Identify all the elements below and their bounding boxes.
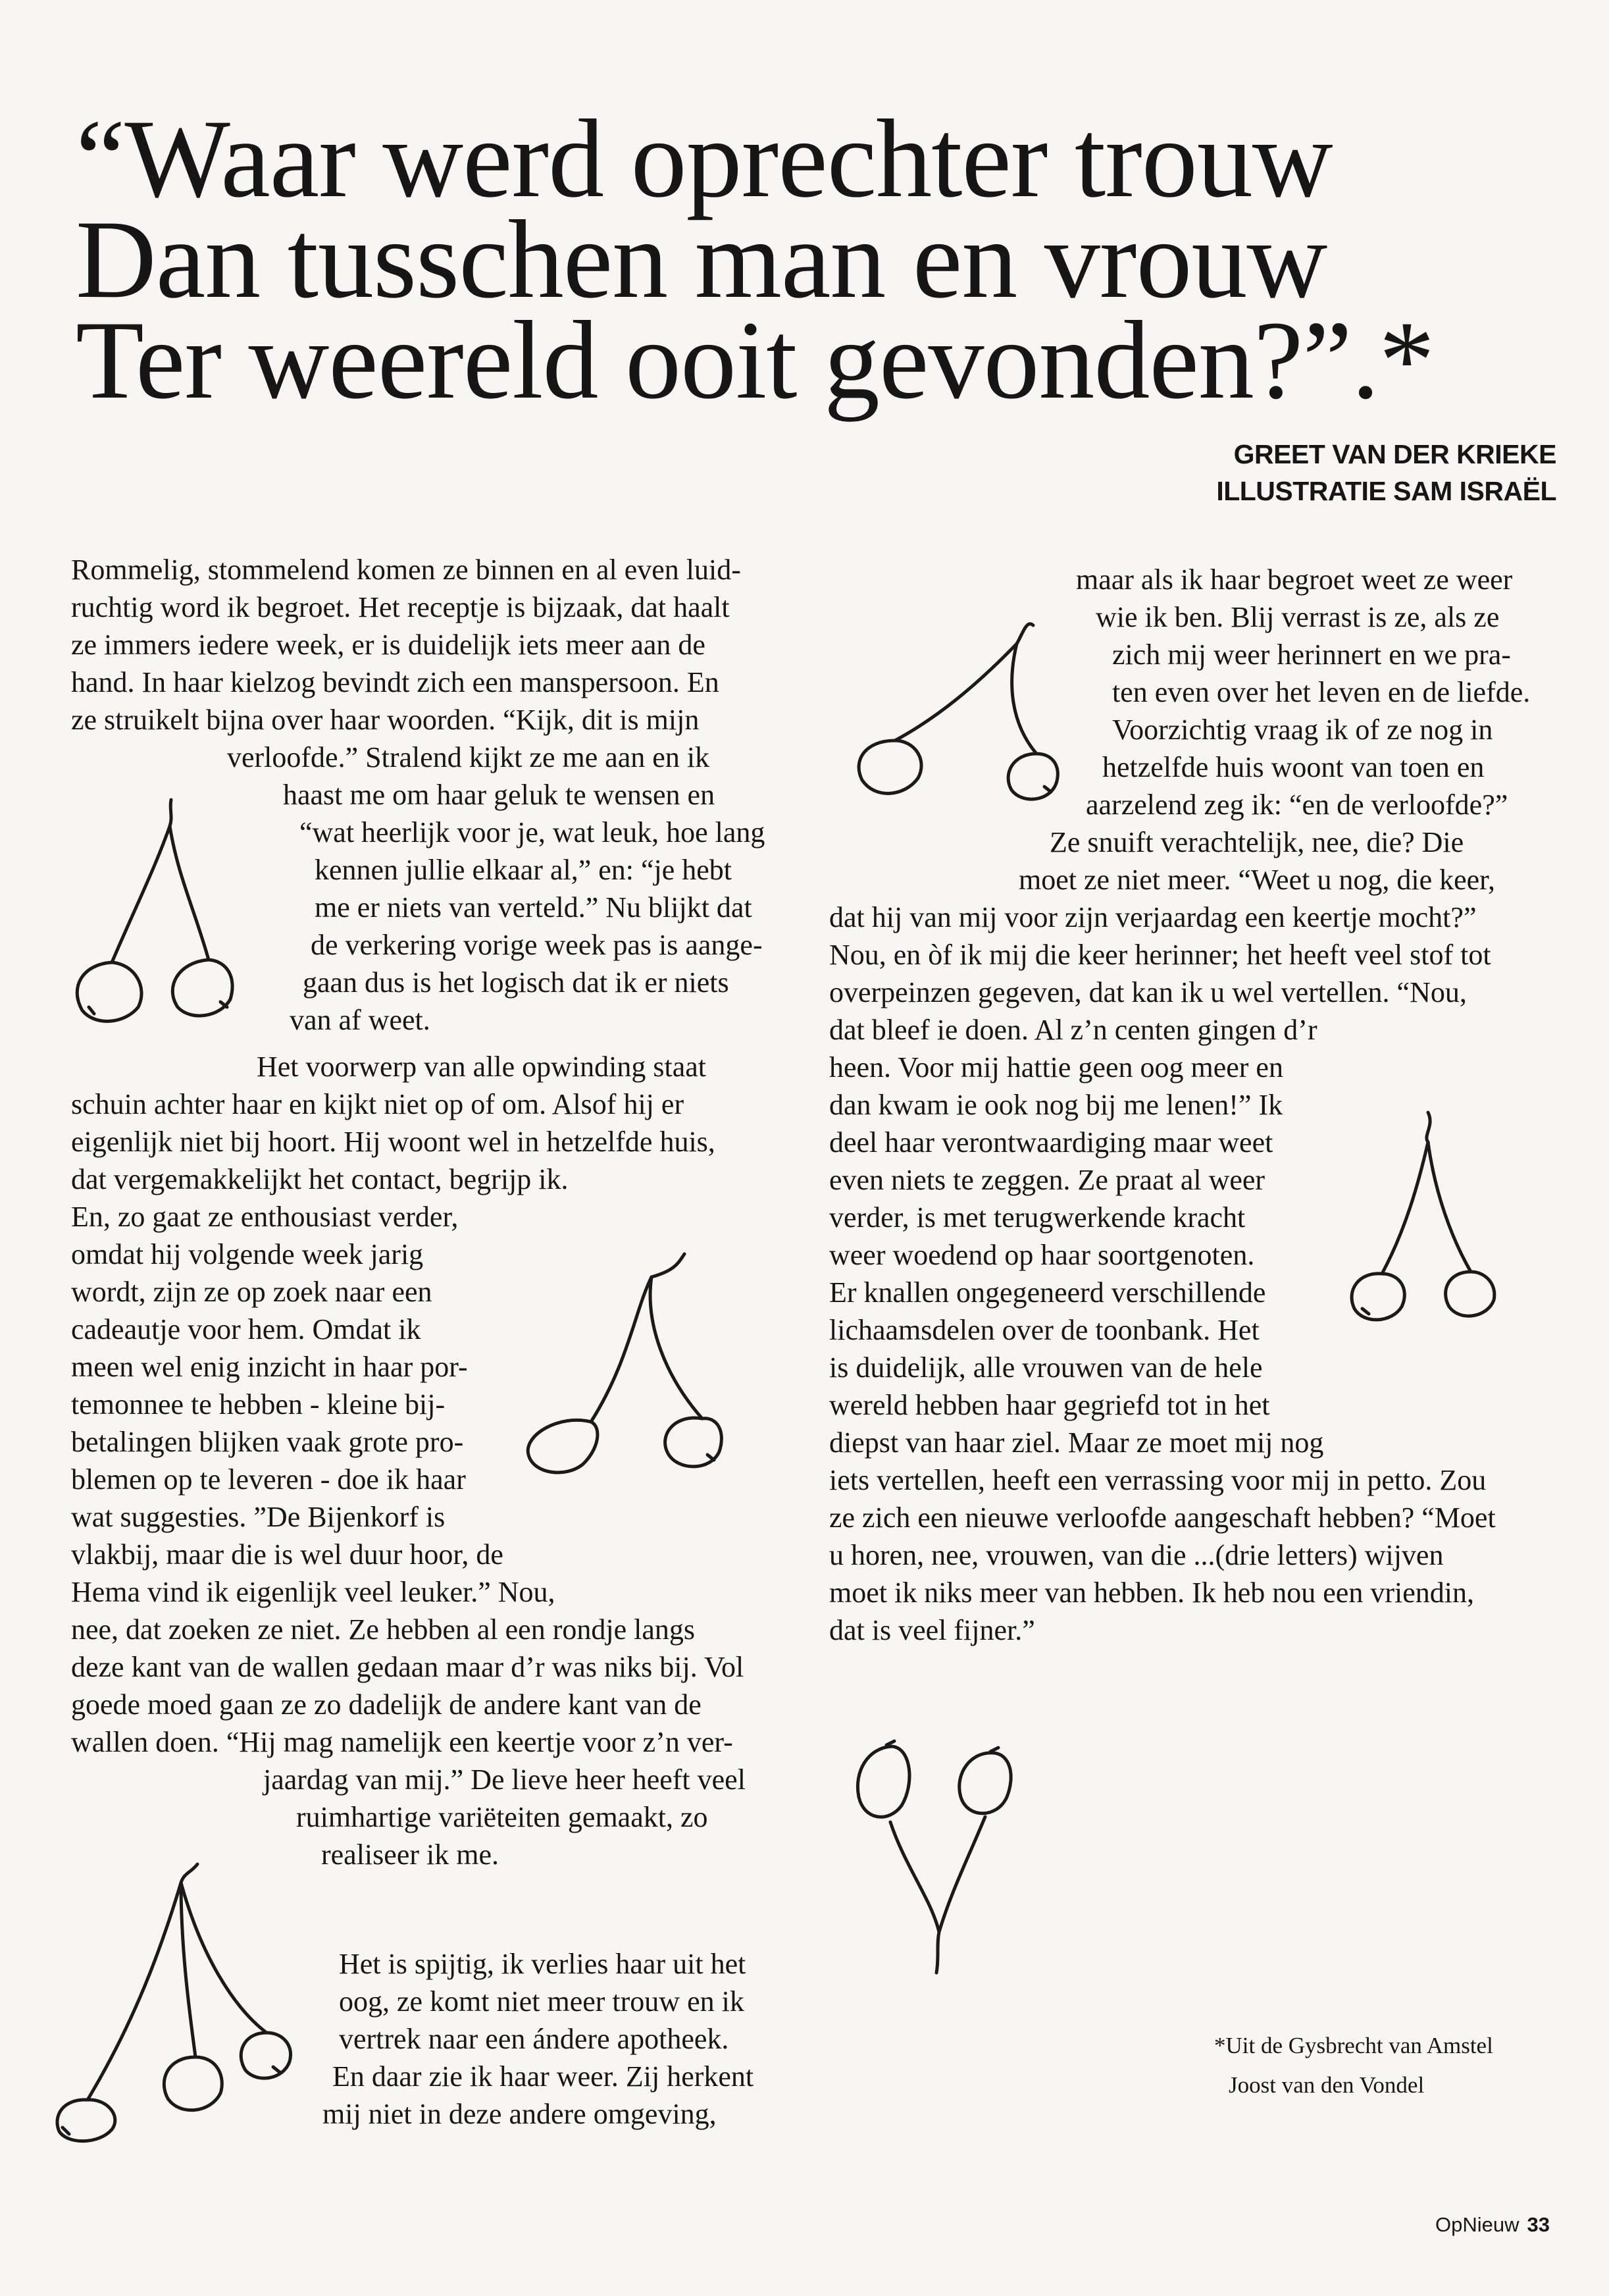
text-line: schuin achter haar en kijkt niet op of om. Alsof hij er: [71, 1088, 684, 1120]
cherry-triple-icon: [49, 1856, 339, 2146]
folio: [1435, 2213, 1550, 2237]
cherry-pair-icon: [63, 790, 286, 1053]
text-line: Hema vind ik eigenlijk veel leuker.” Nou,: [71, 1576, 555, 1608]
author: GREET VAN DER KRIEKE: [1233, 439, 1556, 469]
cherry-pair-icon: [510, 1244, 753, 1494]
text-line: deze kant van de wallen gedaan maar d’r was niks bij. Vol: [71, 1651, 744, 1683]
text-line: dan kwam ie ook nog bij me lenen!” Ik: [829, 1089, 1283, 1121]
text-line: wordt, zijn ze op zoek naar een: [71, 1276, 432, 1308]
text-line: vlakbij, maar die is wel duur hoor, de: [71, 1538, 503, 1571]
text-line: Er knallen ongegeneerd verschillende: [829, 1276, 1266, 1309]
text-line: kennen jullie elkaar al,” en: “je hebt: [315, 854, 732, 886]
text-line: verloofde.” Stralend kijkt ze me aan en ik: [227, 741, 710, 773]
text-line: dat hij van mij voor zijn verjaardag een keertje mocht?”: [829, 901, 1477, 933]
text-line: deel haar verontwaardiging maar weet: [829, 1126, 1273, 1159]
text-line: ze struikelt bijna over haar woorden. “Kijk, dit is mijn: [71, 704, 700, 736]
text-line: heen. Voor mij hattie geen oog meer en: [829, 1051, 1283, 1083]
text-line: wereld hebben haar gegriefd tot in het: [829, 1389, 1270, 1421]
page-title: [76, 97, 1435, 422]
text-line: ze zich een nieuwe verloofde aangeschaft hebben? “Moet: [829, 1501, 1496, 1534]
text-line: eigenlijk niet bij hoort. Hij woont wel in hetzelfde huis,: [71, 1126, 715, 1158]
text-line: is duidelijk, alle vrouwen van de hele: [829, 1351, 1263, 1384]
text-line: me er niets van verteld.” Nu blijkt dat: [315, 891, 752, 924]
text-line: blemen op te leveren - doe ik haar: [71, 1463, 466, 1496]
text-line: ze immers iedere week, er is duidelijk iets meer aan de: [71, 629, 705, 661]
footnote-author: Joost van den Vondel: [1229, 2072, 1425, 2098]
text-line: wat suggesties. ”De Bijenkorf is: [71, 1501, 446, 1533]
text-line: weer woedend op haar soortgenoten.: [829, 1239, 1255, 1271]
footnote: [1214, 2026, 1493, 2105]
text-line: “wat heerlijk voor je, wat leuk, hoe lang: [299, 816, 765, 848]
text-line: nee, dat zoeken ze niet. Ze hebben al een rondje langs: [71, 1613, 695, 1646]
page-number: 33: [1527, 2213, 1550, 2236]
text-line: cadeautje voor hem. Omdat ik: [71, 1313, 421, 1345]
text-line: Nou, en òf ik mij die keer herinner; het heeft veel stof tot: [829, 939, 1491, 971]
title-line: Dan tusschen man en vrouw: [76, 197, 1327, 321]
text-line: realiseer ik me.: [321, 1839, 499, 1871]
text-line: hand. In haar kielzog bevindt zich een manspersoon. En: [71, 666, 719, 698]
text-line: dat vergemakkelijkt het contact, begrijp ik.: [71, 1163, 569, 1195]
text-line: omdat hij volgende week jarig: [71, 1238, 424, 1270]
text-line: de verkering vorige week pas is aange-: [311, 929, 763, 961]
cherry-pair-icon: [1336, 1099, 1507, 1343]
text-line: temonnee te hebben - kleine bij-: [71, 1388, 446, 1421]
text-line: ruimhartige variëteiten gemaakt, zo: [296, 1801, 708, 1833]
text-line: even niets te zeggen. Ze praat al weer: [829, 1164, 1265, 1196]
text-line: goede moed gaan ze zo dadelijk de andere kant van de: [71, 1688, 702, 1721]
text-line: mij niet in deze andere omgeving,: [322, 2098, 717, 2130]
text-line: oog, ze komt niet meer trouw en ik: [339, 1985, 744, 2018]
text-line: dat is veel fijner.”: [829, 1614, 1035, 1646]
cherry-pair-upside-down-icon: [846, 1735, 1043, 1985]
text-line: vertrek naar een ándere apotheek.: [339, 2023, 729, 2055]
byline: [1216, 436, 1556, 509]
text-line: overpeinzen gegeven, dat kan ik u wel vertellen. “Nou,: [829, 976, 1467, 1008]
text-line: En daar zie ik haar weer. Zij herkent: [332, 2060, 754, 2093]
text-line: Voorzichtig vraag ik of ze nog in: [1112, 714, 1493, 746]
text-line: zich mij weer herinnert en we pra-: [1112, 639, 1511, 671]
text-line: Het voorwerp van alle opwinding staat: [257, 1051, 707, 1083]
footnote-source: *Uit de Gysbrecht van Amstel: [1214, 2033, 1493, 2058]
text-line: ten even over het leven en de liefde.: [1112, 676, 1531, 708]
text-line: gaan dus is het logisch dat ik er niets: [303, 966, 729, 999]
text-line: hetzelfde huis woont van toen en: [1102, 751, 1485, 783]
text-line: aarzelend zeg ik: “en de verloofde?”: [1086, 789, 1508, 821]
cherry-pair-icon: [839, 606, 1076, 823]
text-line: iets vertellen, heeft een verrassing voor mij in petto. Zou: [829, 1464, 1487, 1496]
title-line: “Waar werd oprechter trouw: [76, 97, 1333, 221]
text-line: verder, is met terugwerkende kracht: [829, 1201, 1246, 1234]
text-line: Rommelig, stommelend komen ze binnen en al even luid-: [71, 554, 741, 586]
text-line: moet ze niet meer. “Weet u nog, die keer,: [1019, 864, 1496, 896]
text-line: wie ik ben. Blij verrast is ze, als ze: [1096, 601, 1500, 633]
text-line: ruchtig word ik begroet. Het receptje is bijzaak, dat haalt: [71, 591, 730, 623]
text-line: En, zo gaat ze enthousiast verder,: [71, 1201, 459, 1233]
text-line: jaardag van mij.” De lieve heer heeft veel: [263, 1763, 746, 1796]
text-line: lichaamsdelen over de toonbank. Het: [829, 1314, 1260, 1346]
text-line: moet ik niks meer van hebben. Ik heb nou een vriendin,: [829, 1577, 1474, 1609]
text-line: maar als ik haar begroet weet ze weer: [1076, 563, 1513, 596]
text-line: haast me om haar geluk te wensen en: [283, 779, 715, 811]
text-line: betalingen blijken vaak grote pro-: [71, 1426, 464, 1458]
text-line: van af weet.: [290, 1004, 430, 1036]
text-line: u horen, nee, vrouwen, van die ...(drie letters) wijven: [829, 1539, 1444, 1571]
magazine-name: OpNieuw: [1435, 2213, 1520, 2236]
text-line: dat bleef ie doen. Al z’n centen gingen d’r: [829, 1014, 1317, 1046]
text-line: Ze snuift verachtelijk, nee, die? Die: [1050, 826, 1464, 858]
text-line: Het is spijtig, ik verlies haar uit het: [339, 1948, 746, 1980]
illustration-credit: ILLUSTRATIE SAM ISRAËL: [1216, 476, 1556, 506]
text-line: wallen doen. “Hij mag namelijk een keertje voor z’n ver-: [71, 1726, 733, 1758]
title-line: Ter weereld ooit gevonden?”.*: [76, 298, 1435, 422]
text-line: meen wel enig inzicht in haar por-: [71, 1351, 468, 1383]
text-line: diepst van haar ziel. Maar ze moet mij nog: [829, 1426, 1324, 1459]
